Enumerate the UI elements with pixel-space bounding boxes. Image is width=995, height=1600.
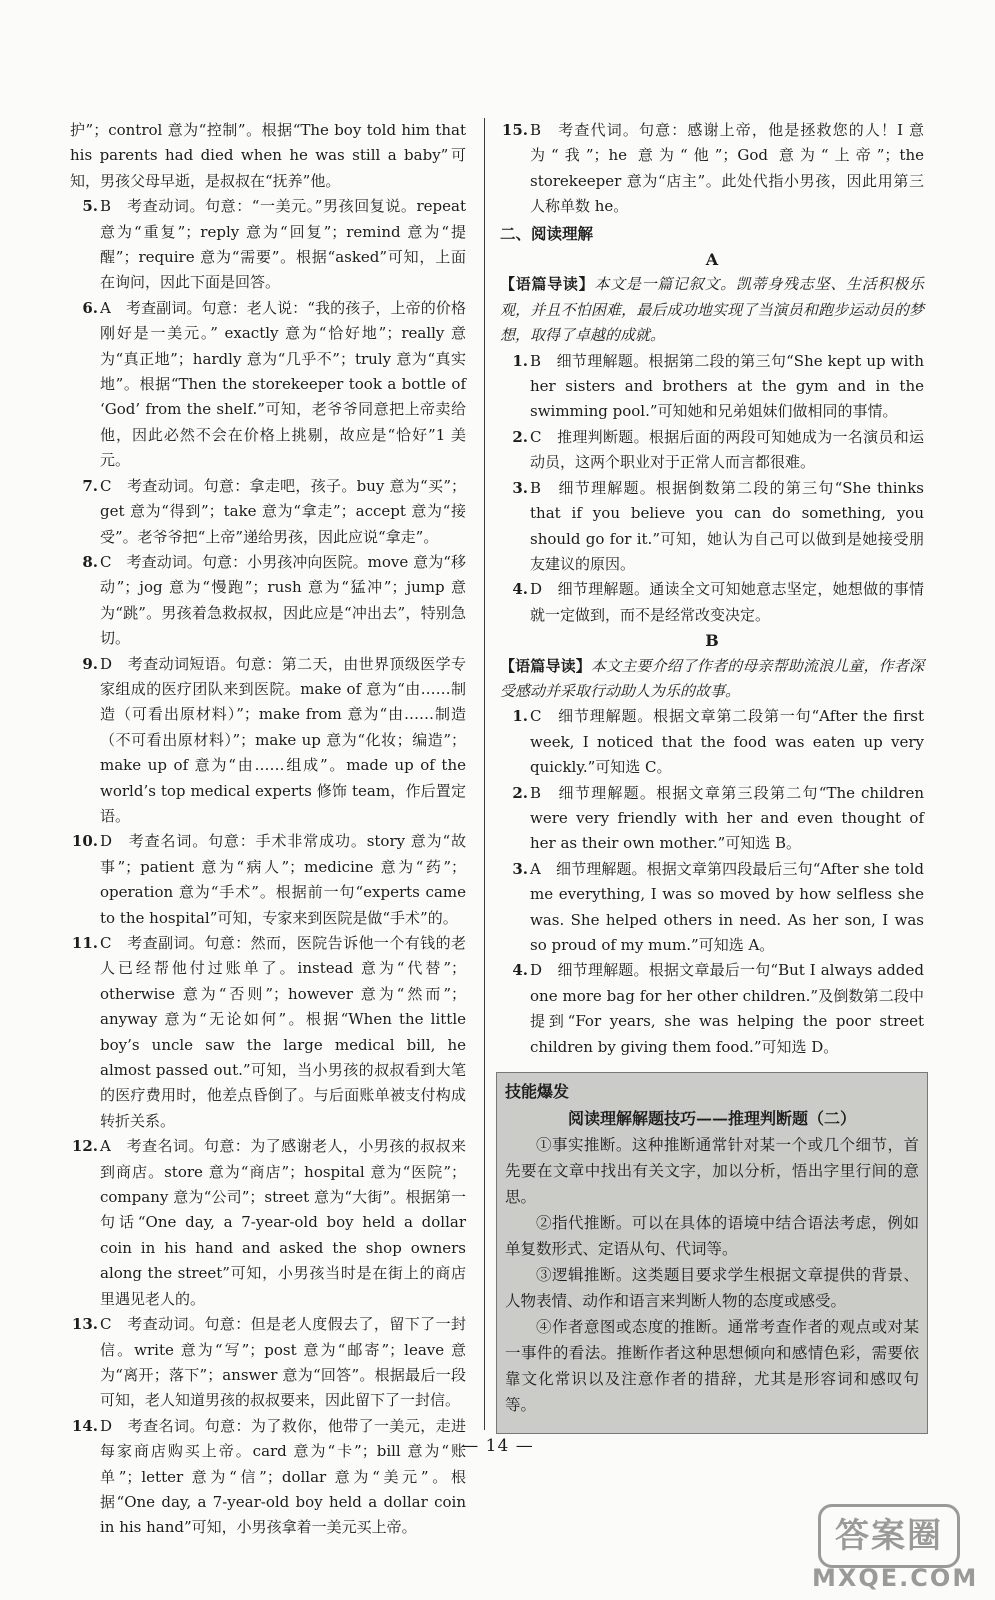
- logo-url: MXQE.COM: [812, 1564, 979, 1592]
- answer-item-5: 5. B 考查动词。句意：“一美元。”男孩回复说。repeat 意为“重复”；reply 意为“回复”；remind 意为“提醒”；require 意为“需要”。根据“asked”可知，上面在询问，因此下面是回答。: [82, 197, 466, 292]
- answer-item-7: 7. C 考查动词。句意：拿走吧，孩子。buy 意为“买”；get 意为“得到”；take 意为“拿走”；accept 意为“接受”。老爷爷把“上帝”递给男孩，因此应说“拿走”。: [82, 476, 466, 546]
- tips-title: 阅读理解解题技巧——推理判断题（二）: [567, 1109, 856, 1128]
- logo-mark: 答案圈: [818, 1504, 960, 1568]
- watermark-logo: [812, 1502, 979, 1592]
- passage-b-item-2: 2. B 细节理解题。根据文章第三段第二句“The children were very friendly with her and even thought of her as their own mother.”可知选 B。: [512, 783, 924, 853]
- section-title-reading: 二、阅读理解: [500, 224, 594, 243]
- continued-explanation: 护”；control 意为“控制”。根据“The boy told him that his parents had died when he was still a baby”可知，男孩父母早逝，是叔叔在“抚养”他。: [70, 121, 466, 190]
- answer-item-9: 9. D 考查动词短语。句意：第二天，由世界顶级医学专家组成的医疗团队来到医院。make of 意为“由……制造（可看出原材料）”；make from 意为“由……制造（不可看出原材料）”；make up 意为“化妆；编造”；make up of 意为“由……组成”。made up of the world’s top medical experts 修饰 team，作后置定语。: [82, 654, 466, 825]
- passage-a-item-4: 4. D 细节理解题。通读全文可知她意志坚定，她想做的事情就一定做到，而不是经常改变决定。: [512, 580, 924, 624]
- passage-a-item-1: 1. B 细节理解题。根据第二段的第三句“She kept up with her sisters and brothers at the gym and in the swimming pool.”可知她和兄弟姐妹们做相同的事情。: [512, 351, 924, 421]
- answer-item-15: 15. B 考查代词。句意：感谢上帝，他是拯救您的人！I 意为“我”；he 意为“他”；God 意为“上帝”；the storekeeper 意为“店主”。此处代指小男孩，因此用第三人称单数 he。: [501, 121, 924, 216]
- passage-b-item-3: 3. A 细节理解题。根据文章第四段最后三句“After she told me everything, I was so moved by how selfless she was. She helped others in need. As her son, I was so proud of my mum.”可知选 A。: [512, 859, 924, 954]
- tips-box: [496, 1072, 928, 1434]
- passage-a-item-3: 3. B 细节理解题。根据倒数第二段的第三句“She thinks that if you believe you can do something, you should go for it.”可知，她认为自己可以做到是她接受朋友建议的原因。: [512, 478, 924, 573]
- answer-item-11: 11. C 考查副词。句意：然而，医院告诉他一个有钱的老人已经帮他付过账单了。instead 意为“代替”；otherwise 意为“否则”；however 意为“然而”；anyway 意为“无论如何”。根据“When the little boy’s uncle saw the large medical bill, he almost passed out.”可知，当小男孩的叔叔看到大笔的医疗费用时，他差点昏倒了。与后面账单被支付构成转折关系。: [71, 934, 466, 1130]
- passage-b-label: B: [705, 631, 719, 651]
- answer-item-8: 8. C 考查动词。句意：小男孩冲向医院。move 意为“移动”；jog 意为“慢跑”；rush 意为“猛冲”；jump 意为“跳”。男孩着急救叔叔，因此应是“冲出去”，特别急切。: [82, 552, 466, 648]
- passage-a-item-2: 2. C 推理判断题。根据后面的两段可知她成为一名演员和运动员，这两个职业对于正常人而言都很难。: [512, 427, 924, 472]
- passage-a-guide: 【语篇导读】本文是一篇记叙文。凯蒂身残志坚、生活积极乐观，并且不怕困难，最后成功地实现了当演员和跑步运动员的梦想，取得了卓越的成就。: [500, 275, 924, 345]
- answer-item-13: 13. C 考查动词。句意：但是老人度假去了，留下了一封信。write 意为“写”；post 意为“邮寄”；leave 意为“离开；落下”；answer 意为“回答”。根据最后一段可知，老人知道男孩的叔叔要来，因此留下了一封信。: [71, 1315, 466, 1410]
- answer-item-14: 14. D 考查名词。句意：为了救你，他带了一美元，走进每家商店购买上帝。card 意为“卡”；bill 意为“账单”；letter 意为“信”；dollar 意为“美元”。根据“One day, a 7-year-old boy held a dollar coin in his hand”可知，小男孩拿着一美元买上帝。: [71, 1416, 466, 1537]
- tip-paragraph-3: ③逻辑推断。这类题目要求学生根据文章提供的背景、人物表情、动作和语言来判断人物的态度或感受。: [505, 1266, 919, 1310]
- tip-paragraph-2: ②指代推断。可以在具体的语境中结合语法考虑，例如单复数形式、定语从句、代词等。: [505, 1214, 919, 1258]
- passage-a-label: A: [705, 250, 719, 270]
- right-column: [500, 118, 924, 1060]
- passage-b-guide: 【语篇导读】本文主要介绍了作者的母亲帮助流浪儿童，作者深受感动并采取行动助人为乐的故事。: [500, 656, 924, 700]
- tip-paragraph-4: ④作者意图或态度的推断。通常考查作者的观点或对某一事件的看法。推断作者这种思想倾向和感情色彩，需要依靠文化常识以及注意作者的措辞，尤其是形容词和感叹句等。: [505, 1318, 919, 1414]
- answer-item-12: 12. A 考查名词。句意：为了感谢老人，小男孩的叔叔来到商店。store 意为“商店”；hospital 意为“医院”；company 意为“公司”；street 意为“大街”。根据第一句话“One day, a 7-year-old boy held a dollar coin in his hand and asked the shop owners along the street”可知，小男孩当时是在街上的商店里遇见老人的。: [71, 1137, 466, 1308]
- left-column: [70, 118, 466, 1541]
- column-divider: [484, 118, 485, 1430]
- tip-paragraph-1: ①事实推断。这种推断通常针对某一个或几个细节，首先要在文章中找出有关文字，加以分析，悟出字里行间的意思。: [505, 1136, 919, 1206]
- tips-badge: 技能爆发: [505, 1082, 570, 1101]
- answer-item-10: 10. D 考查名词。句意：手术非常成功。story 意为“故事”；patient 意为“病人”；medicine 意为“药”；operation 意为“手术”。根据前一句“experts came to the hospital”可知，专家来到医院是做“手术”的。: [71, 832, 466, 927]
- passage-b-item-4: 4. D 细节理解题。根据文章最后一句“But I always added one more bag for her other children.”及倒数第二段中提到“For years, she was helping the poor street children by giving them food.”可知选 D。: [512, 961, 924, 1056]
- answer-item-6: 6. A 考查副词。句意：老人说：“我的孩子，上帝的价格刚好是一美元。” exactly 意为“恰好地”；really 意为“真正地”；hardly 意为“几乎不”；truly 意为“真实地”。根据“Then the storekeeper took a bottle of ‘God’ from the shelf.”可知，老爷爷同意把上帝卖给他，因此必然不会在价格上挑剔，故应是“恰好”1 美元。: [82, 298, 466, 470]
- passage-b-item-1: 1. C 细节理解题。根据文章第二段第一句“After the first week, I noticed that the food was eaten up very quickly.”可知选 C。: [512, 707, 924, 777]
- page-number: — 14 —: [461, 1436, 534, 1456]
